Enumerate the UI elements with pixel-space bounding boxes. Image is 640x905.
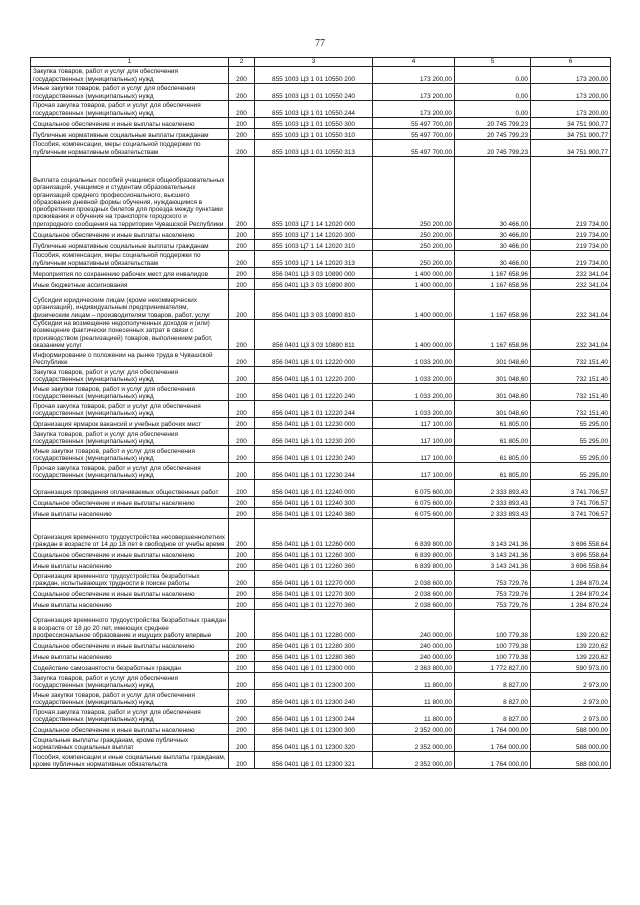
table-row (31, 157, 611, 229)
row-classification-code-cell: 856 0401 Ц3 3 03 10890 800 (255, 279, 373, 290)
row-classification-code-cell: 856 0401 Ц6 1 01 12230 000 (255, 418, 373, 429)
row-executed-amount-cell: 1 772 827,00 (455, 662, 531, 673)
row-classification-code-cell: 856 0401 Ц6 1 01 12260 300 (255, 549, 373, 560)
row-classification-code-cell: 856 0401 Ц6 1 01 12270 360 (255, 599, 373, 610)
row-remaining-amount-cell: 1 284 870,24 (531, 588, 611, 599)
page-number: 77 (315, 38, 325, 49)
row-classification-code-cell: 856 0401 Ц6 1 01 12300 000 (255, 662, 373, 673)
row-remaining-amount-cell: 219 734,00 (531, 157, 611, 229)
row-approved-amount-cell: 250 200,00 (373, 240, 455, 251)
row-name-cell: Закупка товаров, работ и услуг для обеспечения государственных (муниципальных) нужд (31, 429, 229, 446)
row-approved-amount-cell: 55 497 700,00 (373, 129, 455, 140)
table-row (31, 599, 611, 610)
table-row (31, 588, 611, 599)
row-approved-amount-cell: 6 075 600,00 (373, 480, 455, 497)
row-line-code-cell: 200 (229, 418, 255, 429)
row-executed-amount-cell: 20 745 799,23 (455, 140, 531, 157)
row-executed-amount-cell: 30 466,00 (455, 229, 531, 240)
row-remaining-amount-cell: 588 000,00 (531, 724, 611, 735)
row-line-code-cell: 200 (229, 588, 255, 599)
row-approved-amount-cell: 1 033 200,00 (373, 350, 455, 367)
row-remaining-amount-cell: 173 200,00 (531, 67, 611, 84)
row-approved-amount-cell: 6 075 600,00 (373, 508, 455, 519)
row-approved-amount-cell: 117 100,00 (373, 429, 455, 446)
header-cell: 2 (229, 58, 255, 67)
table-row (31, 140, 611, 157)
row-executed-amount-cell: 301 048,60 (455, 401, 531, 418)
row-executed-amount-cell: 753 729,76 (455, 588, 531, 599)
header-cell: 1 (31, 58, 229, 67)
row-classification-code-cell: 855 1003 Ц7 1 14 12020 313 (255, 251, 373, 268)
row-remaining-amount-cell: 3 741 706,57 (531, 497, 611, 508)
row-name-cell: Прочая закупка товаров, работ и услуг для обеспечения государственных (муниципальных) нужд (31, 707, 229, 724)
row-approved-amount-cell: 1 400 000,00 (373, 320, 455, 350)
row-name-cell: Иные закупки товаров, работ и услуг для обеспечения государственных (муниципальных) нужд (31, 446, 229, 463)
row-remaining-amount-cell: 55 295,00 (531, 429, 611, 446)
row-classification-code-cell: 856 0401 Ц6 1 01 12220 200 (255, 367, 373, 384)
row-line-code-cell: 200 (229, 549, 255, 560)
row-approved-amount-cell: 11 800,00 (373, 673, 455, 690)
row-remaining-amount-cell: 55 295,00 (531, 418, 611, 429)
row-executed-amount-cell: 1 167 658,96 (455, 268, 531, 279)
row-line-code-cell: 200 (229, 240, 255, 251)
row-line-code-cell: 200 (229, 84, 255, 101)
row-line-code-cell: 200 (229, 571, 255, 588)
row-classification-code-cell: 856 0401 Ц6 1 01 12300 240 (255, 690, 373, 707)
row-name-cell: Закупка товаров, работ и услуг для обеспечения государственных (муниципальных) нужд (31, 67, 229, 84)
row-executed-amount-cell: 2 333 893,43 (455, 508, 531, 519)
budget-execution-table (30, 57, 611, 769)
row-classification-code-cell: 856 0401 Ц6 1 01 12300 321 (255, 752, 373, 769)
row-classification-code-cell: 856 0401 Ц6 1 01 12300 200 (255, 673, 373, 690)
table-row (31, 690, 611, 707)
row-executed-amount-cell: 753 729,76 (455, 599, 531, 610)
table-row (31, 519, 611, 549)
row-approved-amount-cell: 173 200,00 (373, 84, 455, 101)
row-approved-amount-cell: 1 400 000,00 (373, 279, 455, 290)
row-approved-amount-cell: 240 000,00 (373, 651, 455, 662)
row-approved-amount-cell: 240 000,00 (373, 640, 455, 651)
row-name-cell: Иные выплаты населению (31, 560, 229, 571)
row-classification-code-cell: 856 0401 Ц6 1 01 12270 000 (255, 571, 373, 588)
header-cell: 6 (531, 58, 611, 67)
row-executed-amount-cell: 8 827,00 (455, 673, 531, 690)
row-name-cell: Публичные нормативные социальные выплаты гражданам (31, 240, 229, 251)
row-executed-amount-cell: 61 805,00 (455, 429, 531, 446)
row-approved-amount-cell: 6 839 800,00 (373, 519, 455, 549)
row-executed-amount-cell: 30 466,00 (455, 157, 531, 229)
table-row (31, 752, 611, 769)
table-row (31, 610, 611, 640)
row-remaining-amount-cell: 34 751 900,77 (531, 140, 611, 157)
row-executed-amount-cell: 61 805,00 (455, 463, 531, 480)
row-line-code-cell: 200 (229, 384, 255, 401)
row-remaining-amount-cell: 232 341,04 (531, 290, 611, 320)
row-classification-code-cell: 855 1003 Ц3 1 01 10550 300 (255, 118, 373, 129)
header-cell: 5 (455, 58, 531, 67)
row-name-cell: Социальное обеспечение и иные выплаты населению (31, 118, 229, 129)
row-line-code-cell: 200 (229, 735, 255, 752)
row-remaining-amount-cell: 3 696 558,64 (531, 560, 611, 571)
row-line-code-cell: 200 (229, 129, 255, 140)
row-executed-amount-cell: 20 745 799,23 (455, 118, 531, 129)
row-approved-amount-cell: 2 352 000,00 (373, 752, 455, 769)
row-remaining-amount-cell: 3 741 706,57 (531, 480, 611, 497)
row-line-code-cell: 200 (229, 268, 255, 279)
row-classification-code-cell: 856 0401 Ц6 1 01 12240 300 (255, 497, 373, 508)
row-remaining-amount-cell: 732 151,40 (531, 401, 611, 418)
table-row (31, 429, 611, 446)
row-classification-code-cell: 856 0401 Ц6 1 01 12280 360 (255, 651, 373, 662)
row-executed-amount-cell: 301 048,60 (455, 367, 531, 384)
row-executed-amount-cell: 1 764 000,00 (455, 724, 531, 735)
row-remaining-amount-cell: 588 000,00 (531, 735, 611, 752)
row-classification-code-cell: 856 0401 Ц3 3 03 10890 810 (255, 290, 373, 320)
row-name-cell: Иные выплаты населению (31, 599, 229, 610)
row-approved-amount-cell: 117 100,00 (373, 418, 455, 429)
row-name-cell: Мероприятия по сохранению рабочих мест для инвалидов (31, 268, 229, 279)
row-line-code-cell: 200 (229, 752, 255, 769)
row-name-cell: Социальное обеспечение и иные выплаты населению (31, 588, 229, 599)
row-classification-code-cell: 856 0401 Ц6 1 01 12220 000 (255, 350, 373, 367)
row-remaining-amount-cell: 139 220,62 (531, 610, 611, 640)
table-row (31, 401, 611, 418)
row-classification-code-cell: 856 0401 Ц6 1 01 12270 300 (255, 588, 373, 599)
row-line-code-cell: 200 (229, 724, 255, 735)
row-remaining-amount-cell: 219 734,00 (531, 240, 611, 251)
row-approved-amount-cell: 55 497 700,00 (373, 140, 455, 157)
table-row (31, 418, 611, 429)
row-remaining-amount-cell: 2 973,00 (531, 690, 611, 707)
row-line-code-cell: 200 (229, 157, 255, 229)
row-name-cell: Иные закупки товаров, работ и услуг для обеспечения государственных (муниципальных) нужд (31, 384, 229, 401)
row-name-cell: Организация ярмарок вакансий и учебных рабочих мест (31, 418, 229, 429)
row-approved-amount-cell: 117 100,00 (373, 446, 455, 463)
table-row (31, 497, 611, 508)
table-row (31, 549, 611, 560)
row-approved-amount-cell: 6 839 800,00 (373, 560, 455, 571)
row-name-cell: Иные закупки товаров, работ и услуг для обеспечения государственных (муниципальных) нужд (31, 84, 229, 101)
row-executed-amount-cell: 753 729,76 (455, 571, 531, 588)
row-approved-amount-cell: 2 352 000,00 (373, 735, 455, 752)
row-classification-code-cell: 856 0401 Ц6 1 01 12230 200 (255, 429, 373, 446)
row-remaining-amount-cell: 732 151,40 (531, 367, 611, 384)
row-name-cell: Социальное обеспечение и иные выплаты населению (31, 229, 229, 240)
row-remaining-amount-cell: 3 696 558,64 (531, 549, 611, 560)
row-executed-amount-cell: 2 333 893,43 (455, 480, 531, 497)
table-row (31, 463, 611, 480)
row-line-code-cell: 200 (229, 610, 255, 640)
table-row (31, 560, 611, 571)
row-line-code-cell: 200 (229, 690, 255, 707)
row-remaining-amount-cell: 2 973,00 (531, 707, 611, 724)
row-approved-amount-cell: 2 038 600,00 (373, 599, 455, 610)
row-executed-amount-cell: 20 745 799,23 (455, 129, 531, 140)
row-classification-code-cell: 856 0401 Ц6 1 01 12300 300 (255, 724, 373, 735)
row-classification-code-cell: 856 0401 Ц6 1 01 12280 000 (255, 610, 373, 640)
row-classification-code-cell: 855 1003 Ц3 1 01 10550 200 (255, 67, 373, 84)
row-name-cell: Иные бюджетные ассигнования (31, 279, 229, 290)
row-classification-code-cell: 856 0401 Ц6 1 01 12240 000 (255, 480, 373, 497)
table-row (31, 735, 611, 752)
row-classification-code-cell: 855 1003 Ц7 1 14 12020 000 (255, 157, 373, 229)
row-line-code-cell: 200 (229, 279, 255, 290)
row-classification-code-cell: 855 1003 Ц3 1 01 10550 310 (255, 129, 373, 140)
row-remaining-amount-cell: 34 751 900,77 (531, 129, 611, 140)
row-name-cell: Прочая закупка товаров, работ и услуг для обеспечения государственных (муниципальных) нужд (31, 401, 229, 418)
table-row (31, 129, 611, 140)
table-row (31, 101, 611, 118)
row-name-cell: Организация временного трудоустройства безработных граждан, испытывающих трудности в поиске работы (31, 571, 229, 588)
row-name-cell: Иные выплаты населению (31, 651, 229, 662)
table-row (31, 384, 611, 401)
row-name-cell: Прочая закупка товаров, работ и услуг для обеспечения государственных (муниципальных) нужд (31, 463, 229, 480)
table-row (31, 320, 611, 350)
table-header-row (31, 58, 611, 67)
row-name-cell: Социальное обеспечение и иные выплаты населению (31, 549, 229, 560)
row-approved-amount-cell: 250 200,00 (373, 251, 455, 268)
table-row (31, 251, 611, 268)
row-remaining-amount-cell: 590 973,00 (531, 662, 611, 673)
row-remaining-amount-cell: 232 341,04 (531, 279, 611, 290)
row-executed-amount-cell: 30 466,00 (455, 251, 531, 268)
row-line-code-cell: 200 (229, 320, 255, 350)
row-approved-amount-cell: 1 400 000,00 (373, 268, 455, 279)
row-approved-amount-cell: 11 800,00 (373, 690, 455, 707)
row-line-code-cell: 200 (229, 101, 255, 118)
row-line-code-cell: 200 (229, 118, 255, 129)
row-remaining-amount-cell: 3 696 558,64 (531, 519, 611, 549)
row-line-code-cell: 200 (229, 640, 255, 651)
row-approved-amount-cell: 250 200,00 (373, 157, 455, 229)
row-name-cell: Организация временного трудоустройства безработных граждан в возрасте от 18 до 20 лет, имеющих среднее профессиональное образование и ищущих работу впервые (31, 610, 229, 640)
row-line-code-cell: 200 (229, 67, 255, 84)
row-name-cell: Выплата социальных пособий учащимся общеобразовательных организаций, учащимся и студентам образовательных организаций среднего профессионального, высшего образования дневной формы обучения, нуждающимся в приобретении проездных билетов для проезда между пунктами проживания и обучения на транспорте городского и пригородного сообщения на территории Чувашской Республики (31, 157, 229, 229)
row-executed-amount-cell: 3 143 241,36 (455, 549, 531, 560)
row-classification-code-cell: 856 0401 Ц6 1 01 12260 000 (255, 519, 373, 549)
row-name-cell: Социальное обеспечение и иные выплаты населению (31, 724, 229, 735)
row-executed-amount-cell: 8 827,00 (455, 707, 531, 724)
table-row (31, 67, 611, 84)
row-line-code-cell: 200 (229, 480, 255, 497)
row-name-cell: Пособия, компенсации, меры социальной поддержки по публичным нормативным обязательствам (31, 140, 229, 157)
table-row (31, 707, 611, 724)
row-approved-amount-cell: 1 033 200,00 (373, 401, 455, 418)
row-line-code-cell: 200 (229, 367, 255, 384)
row-classification-code-cell: 856 0401 Ц3 3 03 10890 000 (255, 268, 373, 279)
table-row (31, 640, 611, 651)
row-line-code-cell: 200 (229, 673, 255, 690)
row-line-code-cell: 200 (229, 560, 255, 571)
row-executed-amount-cell: 301 048,60 (455, 384, 531, 401)
table-row (31, 290, 611, 320)
row-classification-code-cell: 855 1003 Ц3 1 01 10550 244 (255, 101, 373, 118)
header-cell: 3 (255, 58, 373, 67)
table-row (31, 240, 611, 251)
row-name-cell: Пособия, компенсации и иные социальные выплаты гражданам, кроме публичных нормативных обязательств (31, 752, 229, 769)
row-approved-amount-cell: 6 839 800,00 (373, 549, 455, 560)
row-line-code-cell: 200 (229, 251, 255, 268)
table-row (31, 662, 611, 673)
row-executed-amount-cell: 301 048,60 (455, 350, 531, 367)
row-remaining-amount-cell: 2 973,00 (531, 673, 611, 690)
table-row (31, 724, 611, 735)
row-line-code-cell: 200 (229, 429, 255, 446)
row-executed-amount-cell: 61 805,00 (455, 446, 531, 463)
row-line-code-cell: 200 (229, 229, 255, 240)
row-line-code-cell: 200 (229, 519, 255, 549)
row-line-code-cell: 200 (229, 446, 255, 463)
row-approved-amount-cell: 55 497 700,00 (373, 118, 455, 129)
row-classification-code-cell: 856 0401 Ц6 1 01 12220 244 (255, 401, 373, 418)
table-row (31, 673, 611, 690)
row-name-cell: Информирование о положении на рынке труда в Чувашской Республике (31, 350, 229, 367)
row-approved-amount-cell: 2 038 600,00 (373, 571, 455, 588)
row-remaining-amount-cell: 139 220,62 (531, 651, 611, 662)
row-classification-code-cell: 855 1003 Ц3 1 01 10550 240 (255, 84, 373, 101)
row-executed-amount-cell: 1 764 000,00 (455, 735, 531, 752)
row-name-cell: Субсидии юридическим лицам (кроме некоммерческих организаций), индивидуальным предпринимателям, физическим лицам – производителям товаров, работ, услуг (31, 290, 229, 320)
row-classification-code-cell: 855 1003 Ц3 1 01 10550 313 (255, 140, 373, 157)
row-remaining-amount-cell: 34 751 900,77 (531, 118, 611, 129)
table-row (31, 118, 611, 129)
row-remaining-amount-cell: 1 284 870,24 (531, 599, 611, 610)
row-executed-amount-cell: 1 167 658,96 (455, 279, 531, 290)
row-classification-code-cell: 856 0401 Ц6 1 01 12300 244 (255, 707, 373, 724)
row-approved-amount-cell: 2 038 600,00 (373, 588, 455, 599)
row-approved-amount-cell: 117 100,00 (373, 463, 455, 480)
row-executed-amount-cell: 8 827,00 (455, 690, 531, 707)
row-name-cell: Субсидии на возмещение недополученных доходов и (или) возмещение фактически понесенных затрат в связи с производством (реализацией) товаров, выполнением работ, оказанием услуг (31, 320, 229, 350)
row-line-code-cell: 200 (229, 508, 255, 519)
row-classification-code-cell: 856 0401 Ц6 1 01 12230 244 (255, 463, 373, 480)
row-name-cell: Социальное обеспечение и иные выплаты населению (31, 640, 229, 651)
table-row (31, 229, 611, 240)
row-executed-amount-cell: 30 466,00 (455, 240, 531, 251)
row-remaining-amount-cell: 173 200,00 (531, 84, 611, 101)
row-remaining-amount-cell: 139 220,62 (531, 640, 611, 651)
row-classification-code-cell: 856 0401 Ц6 1 01 12240 360 (255, 508, 373, 519)
row-classification-code-cell: 856 0401 Ц6 1 01 12220 240 (255, 384, 373, 401)
row-approved-amount-cell: 2 352 000,00 (373, 724, 455, 735)
row-approved-amount-cell: 173 200,00 (373, 67, 455, 84)
row-classification-code-cell: 856 0401 Ц6 1 01 12260 360 (255, 560, 373, 571)
table-row (31, 446, 611, 463)
row-name-cell: Пособия, компенсации, меры социальной поддержки по публичным нормативным обязательствам (31, 251, 229, 268)
row-line-code-cell: 200 (229, 707, 255, 724)
row-name-cell: Иные выплаты населению (31, 508, 229, 519)
row-approved-amount-cell: 173 200,00 (373, 101, 455, 118)
row-executed-amount-cell: 1 764 000,00 (455, 752, 531, 769)
table-row (31, 571, 611, 588)
row-remaining-amount-cell: 732 151,40 (531, 350, 611, 367)
row-remaining-amount-cell: 55 295,00 (531, 463, 611, 480)
row-approved-amount-cell: 11 800,00 (373, 707, 455, 724)
row-name-cell: Организация проведения оплачиваемых общественных работ (31, 480, 229, 497)
row-executed-amount-cell: 1 167 658,96 (455, 320, 531, 350)
row-executed-amount-cell: 3 143 241,36 (455, 519, 531, 549)
table-row (31, 84, 611, 101)
row-name-cell: Содействие самозанятости безработных граждан (31, 662, 229, 673)
row-line-code-cell: 200 (229, 662, 255, 673)
row-line-code-cell: 200 (229, 651, 255, 662)
row-executed-amount-cell: 0,00 (455, 84, 531, 101)
row-classification-code-cell: 855 1003 Ц7 1 14 12020 310 (255, 240, 373, 251)
row-remaining-amount-cell: 732 151,40 (531, 384, 611, 401)
row-executed-amount-cell: 100 779,38 (455, 651, 531, 662)
row-remaining-amount-cell: 1 284 870,24 (531, 571, 611, 588)
row-remaining-amount-cell: 55 295,00 (531, 446, 611, 463)
row-name-cell: Организация временного трудоустройства несовершеннолетних граждан в возрасте от 14 до 18 лет в свободное от учебы время (31, 519, 229, 549)
header-cell: 4 (373, 58, 455, 67)
row-line-code-cell: 200 (229, 290, 255, 320)
row-name-cell: Публичные нормативные социальные выплаты гражданам (31, 129, 229, 140)
row-executed-amount-cell: 0,00 (455, 101, 531, 118)
row-name-cell: Прочая закупка товаров, работ и услуг для обеспечения государственных (муниципальных) нужд (31, 101, 229, 118)
table-row (31, 279, 611, 290)
row-classification-code-cell: 856 0401 Ц3 3 03 10890 811 (255, 320, 373, 350)
row-classification-code-cell: 855 1003 Ц7 1 14 12020 300 (255, 229, 373, 240)
row-name-cell: Социальное обеспечение и иные выплаты населению (31, 497, 229, 508)
row-remaining-amount-cell: 232 341,04 (531, 320, 611, 350)
row-remaining-amount-cell: 173 200,00 (531, 101, 611, 118)
table-row (31, 367, 611, 384)
row-executed-amount-cell: 2 333 893,43 (455, 497, 531, 508)
table-row (31, 508, 611, 519)
row-executed-amount-cell: 61 805,00 (455, 418, 531, 429)
row-name-cell: Закупка товаров, работ и услуг для обеспечения государственных (муниципальных) нужд (31, 367, 229, 384)
table-row (31, 350, 611, 367)
row-remaining-amount-cell: 219 734,00 (531, 229, 611, 240)
row-line-code-cell: 200 (229, 463, 255, 480)
row-executed-amount-cell: 1 167 658,96 (455, 290, 531, 320)
row-approved-amount-cell: 240 000,00 (373, 610, 455, 640)
row-name-cell: Закупка товаров, работ и услуг для обеспечения государственных (муниципальных) нужд (31, 673, 229, 690)
row-executed-amount-cell: 0,00 (455, 67, 531, 84)
table-row (31, 480, 611, 497)
table-row (31, 651, 611, 662)
row-approved-amount-cell: 1 033 200,00 (373, 367, 455, 384)
row-approved-amount-cell: 2 363 800,00 (373, 662, 455, 673)
row-approved-amount-cell: 1 400 000,00 (373, 290, 455, 320)
row-remaining-amount-cell: 588 000,00 (531, 752, 611, 769)
row-executed-amount-cell: 100 779,38 (455, 640, 531, 651)
row-approved-amount-cell: 250 200,00 (373, 229, 455, 240)
row-line-code-cell: 200 (229, 140, 255, 157)
row-executed-amount-cell: 100 779,38 (455, 610, 531, 640)
row-name-cell: Социальные выплаты гражданам, кроме публичных нормативных социальных выплат (31, 735, 229, 752)
table-row (31, 268, 611, 279)
row-classification-code-cell: 856 0401 Ц6 1 01 12300 320 (255, 735, 373, 752)
row-line-code-cell: 200 (229, 401, 255, 418)
row-executed-amount-cell: 3 143 241,36 (455, 560, 531, 571)
row-classification-code-cell: 856 0401 Ц6 1 01 12230 240 (255, 446, 373, 463)
row-remaining-amount-cell: 3 741 706,57 (531, 508, 611, 519)
row-line-code-cell: 200 (229, 599, 255, 610)
row-line-code-cell: 200 (229, 350, 255, 367)
row-approved-amount-cell: 6 075 600,00 (373, 497, 455, 508)
row-remaining-amount-cell: 219 734,00 (531, 251, 611, 268)
row-approved-amount-cell: 1 033 200,00 (373, 384, 455, 401)
row-remaining-amount-cell: 232 341,04 (531, 268, 611, 279)
row-line-code-cell: 200 (229, 497, 255, 508)
row-classification-code-cell: 856 0401 Ц6 1 01 12280 300 (255, 640, 373, 651)
row-name-cell: Иные закупки товаров, работ и услуг для обеспечения государственных (муниципальных) нужд (31, 690, 229, 707)
